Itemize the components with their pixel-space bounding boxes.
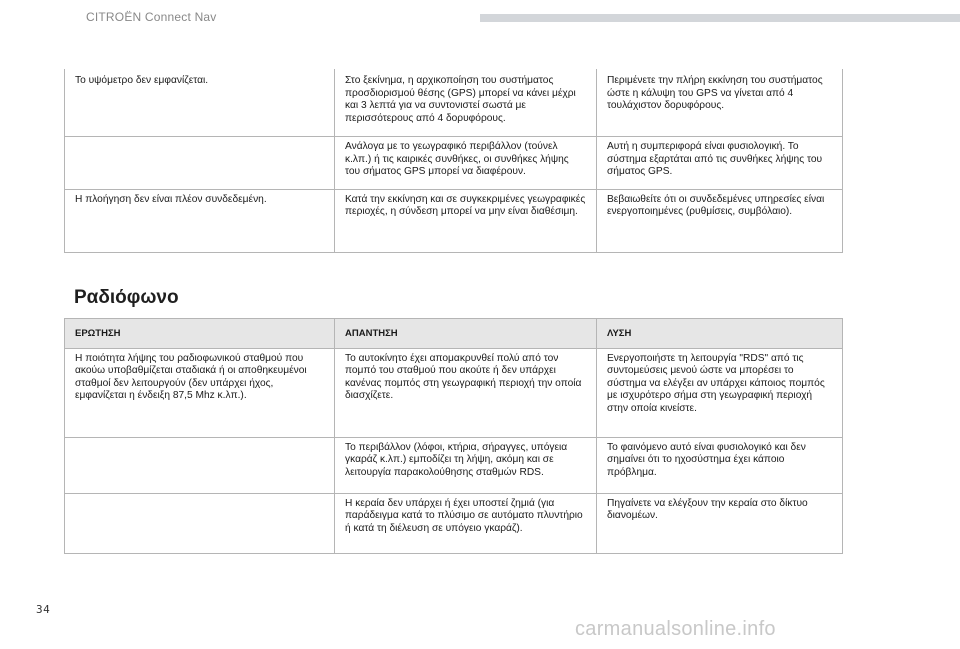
answer-cell: Κατά την εκκίνηση και σε συγκεκριμένες γεωγραφικές περιοχές, η σύνδεση μπορεί να μην είναι διαθέσιμη. [335, 189, 597, 252]
answer-cell: Η κεραία δεν υπάρχει ή έχει υποστεί ζημιά (για παράδειγμα κατά το πλύσιμο σε αυτόματο πλυντήριο ή κατά τη διέλευση σε υπόγειο γκαράζ). [335, 493, 597, 553]
question-cell: Η πλοήγηση δεν είναι πλέον συνδεδεμένη. [65, 189, 335, 252]
question-cell [65, 137, 335, 190]
answer-cell: Στο ξεκίνημα, η αρχικοποίηση του συστήματος προσδιορισμού θέσης (GPS) μπορεί να κάνει μέχρι και 3 λεπτά για να συντονιστεί σωστά με περισσότερους από 4 δορυφόρους. [335, 69, 597, 137]
answer-cell: Το αυτοκίνητο έχει απομακρυνθεί πολύ από τον πομπό του σταθμού που ακούτε ή δεν υπάρχει κανένας πομπός στη γεωγραφική περιοχή την οποία διασχίζετε. [335, 348, 597, 437]
manual-header-title: CITROËN Connect Nav [86, 10, 217, 24]
solution-cell: Περιμένετε την πλήρη εκκίνηση του συστήματος ώστε η κάλυψη του GPS να γίνεται από 4 τουλάχιστον δορυφόρους. [597, 69, 843, 137]
gps-troubleshooting-table [64, 69, 843, 253]
question-cell: Η ποιότητα λήψης του ραδιοφωνικού σταθμού που ακούω υποβαθμίζεται σταδιακά ή οι αποθηκευμένοι σταθμοί δεν λειτουργούν (δεν υπάρχει ήχος, εμφανίζεται η ένδειξη 87,5 Mhz κ.λπ.). [65, 348, 335, 437]
solution-cell: Ενεργοποιήστε τη λειτουργία "RDS" από τις συντομεύσεις μενού ώστε να μπορέσει το σύστημα να ελέγξει αν υπάρχει κάποιος πομπός με ισχυρότερο σήμα στη γεωγραφική περιοχή στην οποία κινείστε. [597, 348, 843, 437]
question-cell: Το υψόμετρο δεν εμφανίζεται. [65, 69, 335, 137]
table-header-row [65, 319, 843, 349]
solution-cell: Βεβαιωθείτε ότι οι συνδεδεμένες υπηρεσίες είναι ενεργοποιημένες (ρυθμίσεις, συμβόλαιο). [597, 189, 843, 252]
solution-cell: Πηγαίνετε να ελέγξουν την κεραία στο δίκτυο διανομέων. [597, 493, 843, 553]
table-row [65, 348, 843, 437]
header-bar [480, 14, 960, 22]
answer-cell: Το περιβάλλον (λόφοι, κτήρια, σήραγγες, υπόγεια γκαράζ κ.λπ.) εμποδίζει τη λήψη, ακόμη και σε λειτουργία παρακολούθησης σταθμών RDS. [335, 437, 597, 493]
table-row [65, 137, 843, 190]
question-cell [65, 493, 335, 553]
table-row [65, 493, 843, 553]
solution-cell: Αυτή η συμπεριφορά είναι φυσιολογική. Το σύστημα εξαρτάται από τις συνθήκες λήψης του σήματος GPS. [597, 137, 843, 190]
header-question: ΕΡΩΤΗΣΗ [65, 319, 335, 349]
header-solution: ΛΥΣΗ [597, 319, 843, 349]
solution-cell: Το φαινόμενο αυτό είναι φυσιολογικό και δεν σημαίνει ότι το ηχοσύστημα έχει κάποιο πρόβλημα. [597, 437, 843, 493]
watermark: carmanualsonline.info [575, 618, 776, 640]
header-answer: ΑΠΑΝΤΗΣΗ [335, 319, 597, 349]
table-row [65, 69, 843, 137]
page-number: 34 [36, 603, 51, 616]
table-row [65, 189, 843, 252]
radio-troubleshooting-table [64, 318, 843, 554]
section-title: Ραδιόφωνο [74, 287, 179, 308]
question-cell [65, 437, 335, 493]
table-row [65, 437, 843, 493]
answer-cell: Ανάλογα με το γεωγραφικό περιβάλλον (τούνελ κ.λπ.) ή τις καιρικές συνθήκες, οι συνθήκες λήψης του σήματος GPS μπορεί να διαφέρουν. [335, 137, 597, 190]
